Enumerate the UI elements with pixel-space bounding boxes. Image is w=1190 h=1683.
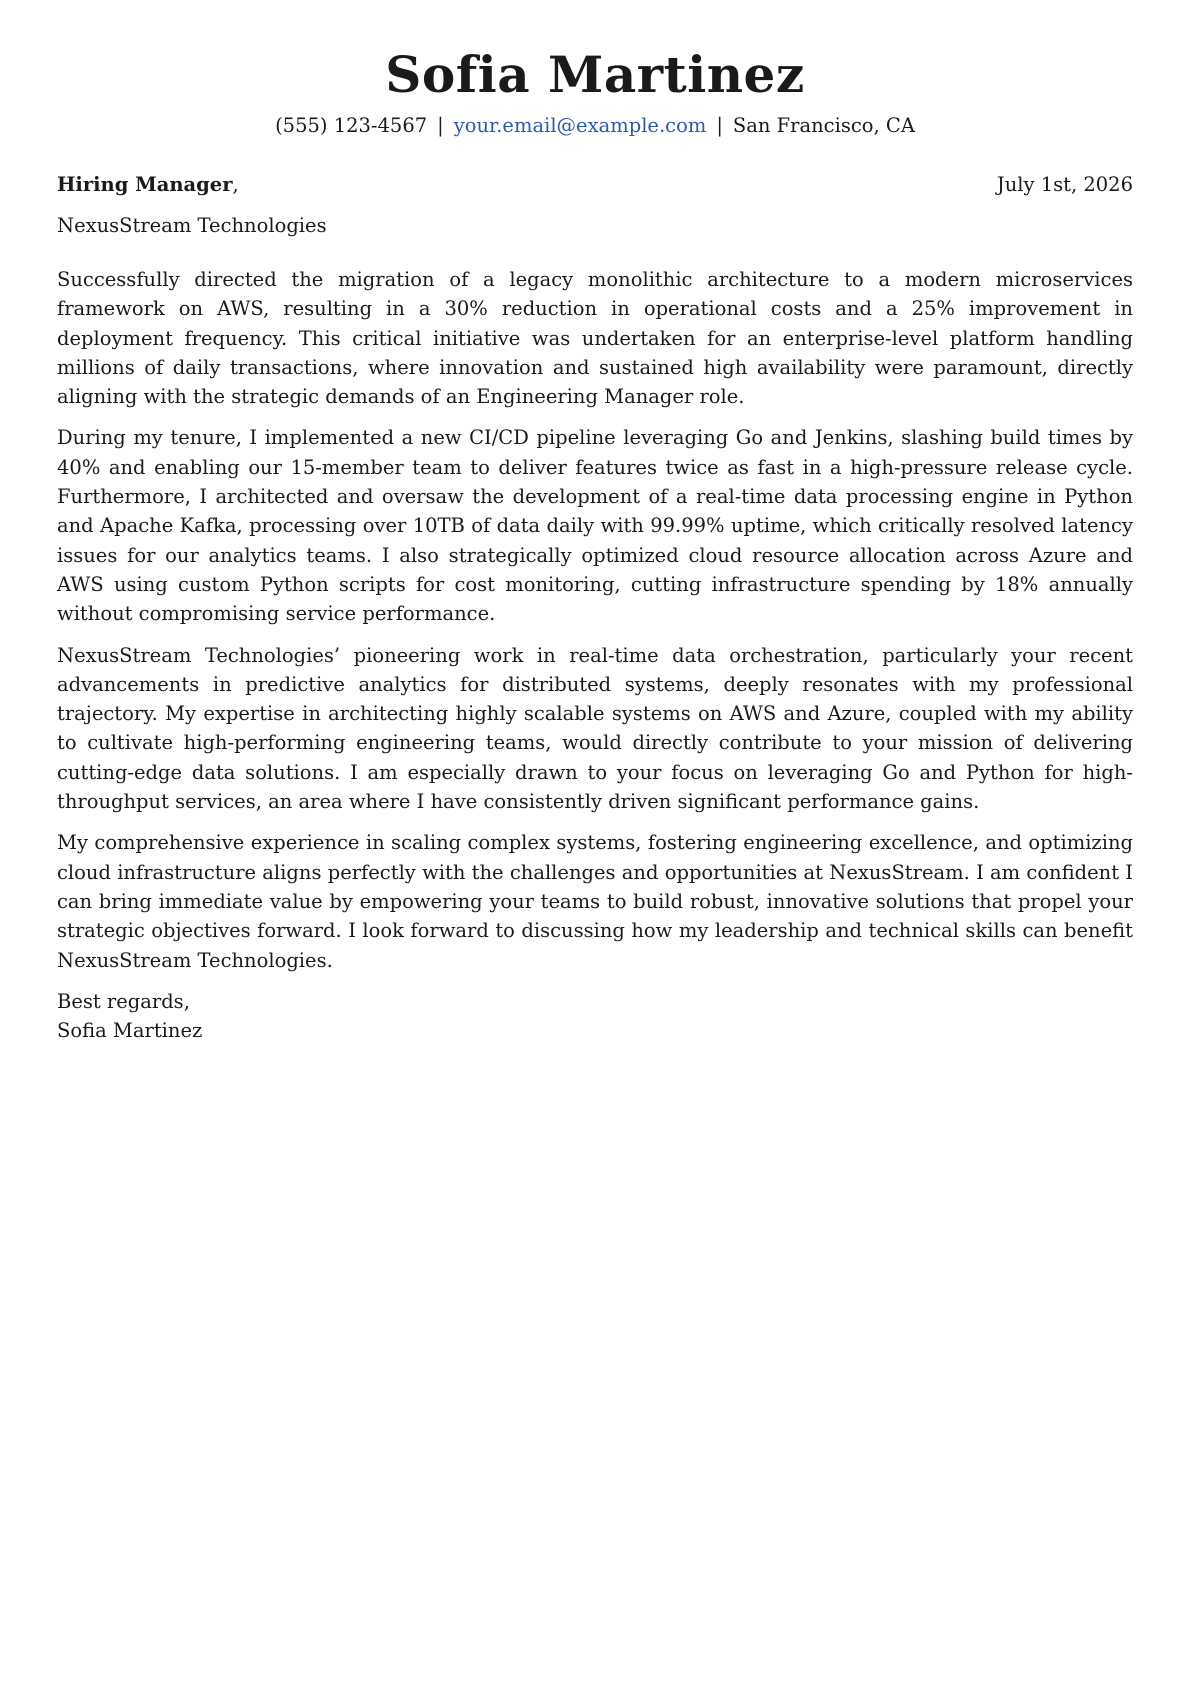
phone-number: (555) 123-4567 <box>275 114 428 137</box>
body-paragraph: During my tenure, I implemented a new CI/CD pipeline leveraging Go and Jenkins, slashing build times by 40% and enabling our 15-member team to deliver features twice as fast in a high-pressure release cycle. Furthermore, I architected and oversaw the development of a real-time data processing engine in Python and Apache Kafka, processing over 10TB of data daily with 99.99% uptime, which critically resolved latency issues for our analytics teams. I also strategically optimized cloud resource allocation across Azure and AWS using custom Python scripts for cost monitoring, cutting infrastructure spending by 18% annually without compromising service performance. <box>57 426 1133 626</box>
letter-body <box>57 265 1133 975</box>
recipient-title: Hiring Manager <box>57 173 233 196</box>
letter-date: July 1st, 2026 <box>996 173 1133 196</box>
body-paragraph: My comprehensive experience in scaling complex systems, fostering engineering excellence, and optimizing cloud infrastructure aligns perfectly with the challenges and opportunities at NexusStream. I am confident I can bring immediate value by empowering your teams to build robust, innovative solutions that propel your strategic objectives forward. I look forward to discussing how my leadership and technical skills can benefit NexusStream Technologies. <box>57 831 1133 972</box>
contact-line <box>57 113 1133 139</box>
contact-separator: | <box>437 114 444 137</box>
closing-signature: Sofia Martinez <box>57 1018 203 1042</box>
recipient-date-row <box>57 172 1133 198</box>
closing-salutation: Best regards, <box>57 989 190 1013</box>
recipient-title-suffix: , <box>232 173 239 196</box>
closing <box>57 987 1133 1045</box>
location: San Francisco, CA <box>732 114 915 137</box>
body-paragraph: NexusStream Technologies’ pioneering work in real-time data orchestration, particularly your recent advancements in predictive analytics for distributed systems, deeply resonates with my professional trajectory. My expertise in architecting highly scalable systems on AWS and Azure, coupled with my ability to cultivate high-performing engineering teams, would directly contribute to your mission of delivering cutting-edge data solutions. I am especially drawn to your focus on leveraging Go and Python for high-throughput services, an area where I have consistently driven significant performance gains. <box>57 643 1133 814</box>
body-paragraph: Successfully directed the migration of a legacy monolithic architecture to a modern microservices framework on AWS, resulting in a 30% reduction in operational costs and a 25% improvement in deployment frequency. This critical initiative was undertaken for an enterprise-level platform handling millions of daily transactions, where innovation and sustained high availability were paramount, directly aligning with the strategic demands of an Engineering Manager role. <box>57 268 1133 409</box>
cover-letter-page <box>57 0 1133 1045</box>
recipient-company: NexusStream Technologies <box>57 214 327 237</box>
recipient <box>57 172 239 198</box>
contact-separator: | <box>716 114 723 137</box>
email-link[interactable]: your.email@example.com <box>453 114 707 137</box>
applicant-name: Sofia Martinez <box>385 45 805 104</box>
